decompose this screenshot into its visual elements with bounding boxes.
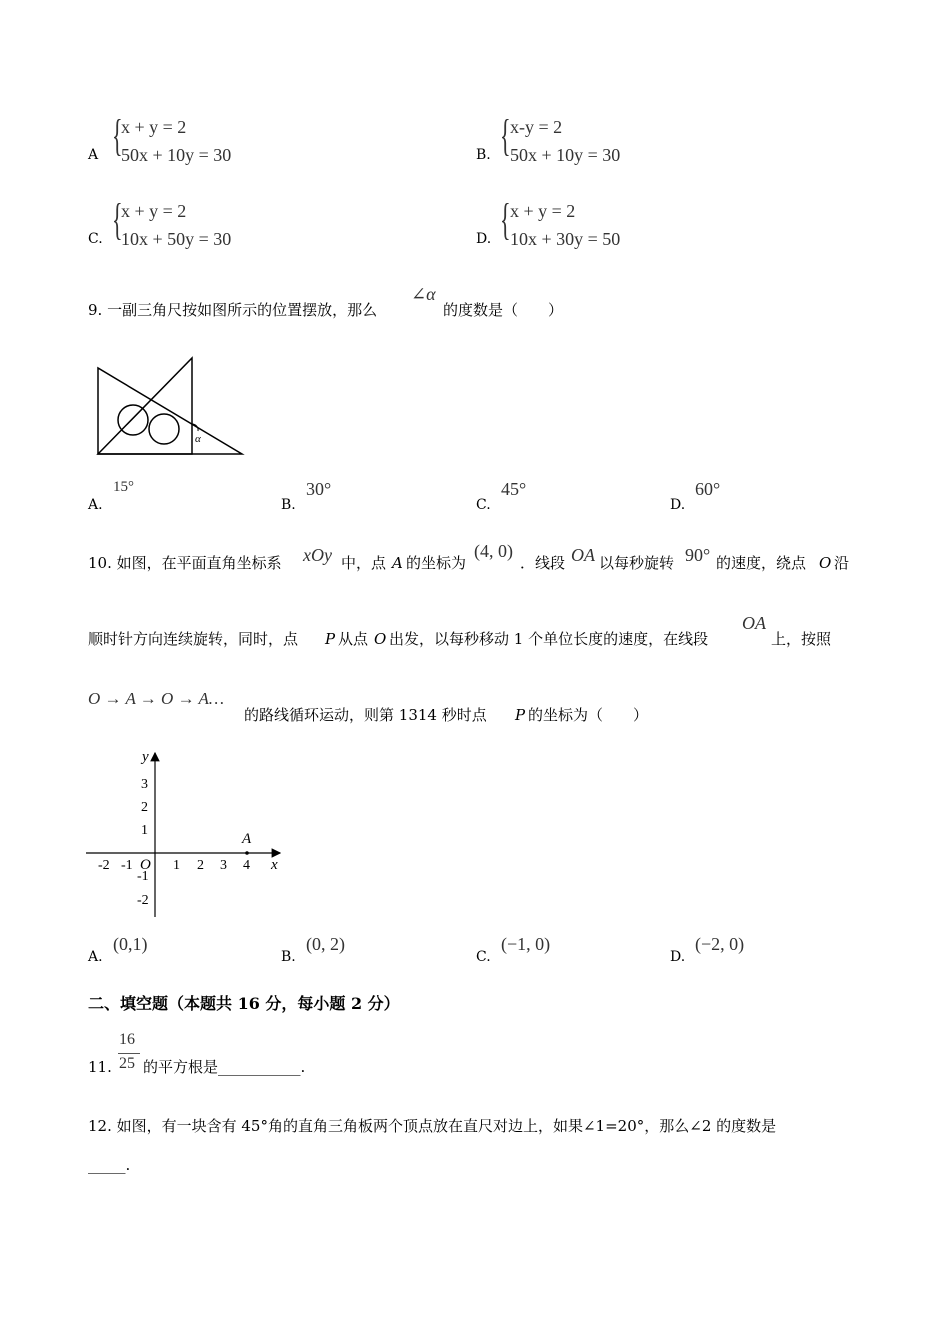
q9-option-value: 60° — [695, 479, 721, 499]
q9-option-label: B. — [281, 497, 296, 513]
q10-point-p: P — [515, 706, 526, 724]
brace-icon: { — [500, 111, 511, 160]
y-tick: -1 — [137, 869, 149, 884]
q9-option-label: A. — [88, 497, 103, 513]
set-squares-figure — [90, 352, 250, 460]
equation-2: 10x + 50y = 30 — [121, 229, 232, 249]
q9-text: 9. 一副三角尺按如图所示的位置摆放，那么 — [88, 301, 378, 319]
equation-2: 10x + 30y = 50 — [510, 229, 621, 249]
q9-option-label: D. — [670, 497, 686, 513]
x-tick: 2 — [197, 858, 204, 873]
equation-2: 50x + 10y = 30 — [510, 145, 621, 165]
x-axis-label: x — [271, 857, 278, 873]
triangle-45 — [98, 358, 192, 454]
brace-icon: { — [112, 195, 123, 244]
q10-text: 顺时针方向连续旋转，同时，点 — [88, 630, 299, 648]
brace-icon: { — [500, 195, 511, 244]
fraction-denominator: 25 — [119, 1055, 135, 1072]
x-tick: -1 — [121, 858, 133, 873]
option-label: A — [88, 147, 99, 163]
x-tick: 4 — [243, 858, 250, 873]
q10-text: 的坐标为 — [406, 554, 467, 572]
x-tick-labels — [98, 858, 250, 873]
q10-option-label: D. — [670, 949, 686, 965]
q10-deg90: 90° — [685, 545, 711, 565]
alpha-label: α — [195, 433, 201, 445]
q10-option-value: (−2, 0) — [695, 934, 745, 954]
circle-hole — [149, 414, 179, 444]
q9-option-label: C. — [476, 497, 491, 513]
q10-text: 沿 — [834, 554, 850, 572]
x-tick: 1 — [173, 858, 180, 873]
q10-point-o: O — [819, 554, 832, 572]
q10-text: 从点 — [338, 630, 369, 648]
y-tick-labels — [137, 777, 149, 908]
q10-xoy: xOy — [303, 545, 332, 565]
q10-text: 以每秒旋转 — [599, 554, 675, 572]
equation-2: 50x + 10y = 30 — [121, 145, 232, 165]
q10-point-p: P — [325, 630, 336, 648]
y-tick: 3 — [141, 777, 148, 792]
point-a — [245, 851, 249, 855]
y-axis-label: y — [142, 749, 149, 765]
q11-text: 的平方根是___________. — [143, 1058, 306, 1076]
coordinate-plane — [84, 745, 294, 925]
q11-number: 11. — [88, 1058, 112, 1076]
q9-option-value: 45° — [501, 479, 527, 499]
section-heading: 二、填空题（本题共 16 分，每小题 2 分） — [88, 994, 400, 1013]
equation-1: x + y = 2 — [121, 117, 187, 137]
q10-point-a: A — [392, 554, 403, 572]
y-tick: 2 — [141, 800, 148, 815]
x-tick: 3 — [220, 858, 227, 873]
option-label: C. — [88, 231, 103, 247]
q10-option-value: (−1, 0) — [501, 934, 551, 954]
q10-option-label: C. — [476, 949, 491, 965]
q10-option-value: (0,1) — [113, 934, 148, 954]
q10-option-label: B. — [281, 949, 296, 965]
q10-path: O → A → O → A… — [88, 689, 225, 708]
q9-text-after: 的度数是（ ） — [443, 301, 564, 319]
q10-oa: OA — [742, 613, 766, 633]
q9-option-value: 15° — [113, 479, 134, 495]
q10-option-label: A. — [88, 949, 103, 965]
equation-1: x + y = 2 — [510, 201, 576, 221]
circle-hole — [118, 405, 148, 435]
equation-1: x-y = 2 — [510, 117, 563, 137]
origin-label: O — [140, 857, 151, 873]
q10-text: 的路线循环运动，则第 1314 秒时点 — [244, 706, 487, 724]
q10-point-o: O — [374, 630, 387, 648]
option-label: B. — [476, 147, 491, 163]
y-tick: 1 — [141, 823, 148, 838]
x-tick: -2 — [98, 858, 110, 873]
q12-text: 12. 如图，有一块含有 45°角的直角三角板两个顶点放在直尺对边上，如果∠1=20°，那么∠2 的度数是 — [88, 1117, 777, 1135]
q10-text: 中，点 — [341, 554, 387, 572]
fraction-numerator: 16 — [119, 1031, 135, 1048]
brace-icon: { — [112, 111, 123, 160]
q12-answer-blank: _____. — [88, 1156, 131, 1174]
q9-angle: ∠α — [411, 284, 436, 304]
option-label: D. — [476, 231, 492, 247]
q9-option-value: 30° — [306, 479, 332, 499]
y-tick: -2 — [137, 893, 149, 908]
q10-oa: OA — [571, 545, 595, 565]
q10-text: ．线段 — [520, 554, 566, 572]
q10-option-value: (0, 2) — [306, 934, 345, 954]
equation-1: x + y = 2 — [121, 201, 187, 221]
q10-text: 的速度，绕点 — [716, 554, 807, 572]
fraction-bar — [118, 1053, 140, 1054]
q10-text: 出发，以每秒移动 1 个单位长度的速度，在线段 — [389, 630, 709, 648]
q10-text: 10. 如图，在平面直角坐标系 — [88, 554, 282, 572]
q10-coord-a: (4, 0) — [474, 541, 513, 561]
q10-text: 上，按照 — [771, 630, 832, 648]
point-a-label: A — [242, 831, 252, 847]
q10-text: 的坐标为（ ） — [528, 706, 649, 724]
